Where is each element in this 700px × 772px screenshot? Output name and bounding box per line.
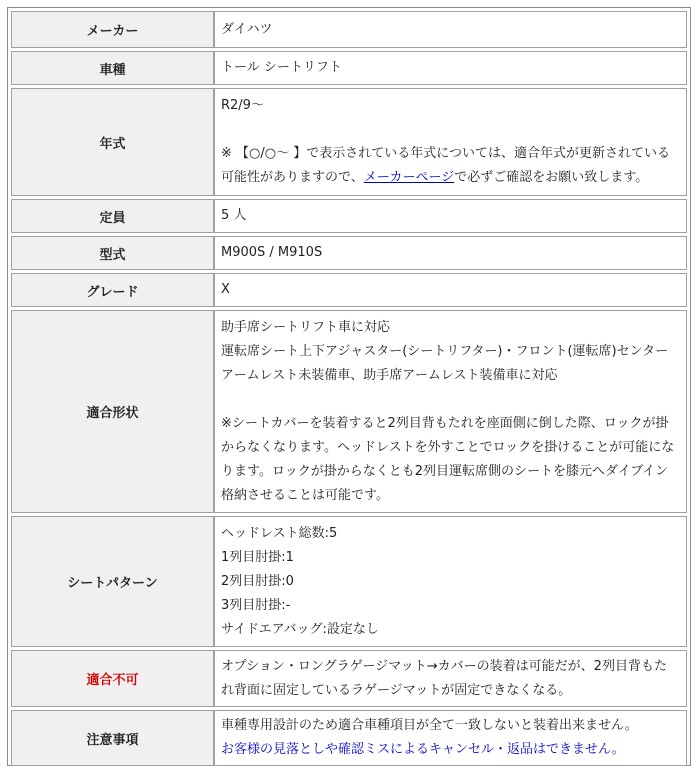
value-maker: ダイハツ <box>214 11 687 48</box>
value-type: M900S / M910S <box>214 236 687 270</box>
fit-line: 運転席シート上下アジャスター(シートリフター)・フロント(運転席)センター <box>221 343 669 359</box>
label-grade: グレード <box>11 273 214 307</box>
year-value: R2/9～ <box>221 98 264 113</box>
pattern-line: 1列目肘掛:1 <box>221 549 294 565</box>
notes-line2: お客様の見落としや確認ミスによるキャンセル・返品はできません。 <box>221 742 625 757</box>
row-grade <box>11 273 687 307</box>
fit-note-line: ※シートカバーを装着すると2列目背もたれを座面側に倒した際、ロックが掛 <box>221 415 669 431</box>
row-fit <box>11 310 687 513</box>
value-model: トール シートリフト <box>214 51 687 85</box>
value-fit <box>214 310 687 513</box>
value-incompatible <box>214 650 687 707</box>
row-year <box>11 88 687 196</box>
year-note-after: で必ずご確認をお願い致します。 <box>454 170 649 185</box>
row-notes <box>11 710 687 766</box>
fit-line: 助手席シートリフト車に対応 <box>221 319 391 335</box>
fit-note-line: ります。ロックが掛からなくとも2列目運転席側のシートを膝元へダイブイン <box>221 463 669 479</box>
label-year: 年式 <box>11 88 214 196</box>
row-maker <box>11 11 687 48</box>
value-grade: X <box>214 273 687 307</box>
spec-panel <box>7 7 691 766</box>
label-pattern: シートパターン <box>11 516 214 647</box>
year-note-line1: ※ 【○/○～ 】で表示されている年式については、適合年式が更新されている <box>221 146 670 161</box>
label-fit: 適合形状 <box>11 310 214 513</box>
fit-note-line: 格納させることは可能です。 <box>221 487 389 503</box>
pattern-line: ヘッドレスト総数:5 <box>221 525 338 541</box>
value-year <box>214 88 687 196</box>
pattern-line: サイドエアバッグ:設定なし <box>221 621 379 637</box>
fit-note-line: からなくなります。ヘッドレストを外すことでロックを掛けることが可能にな <box>221 439 675 455</box>
spec-table <box>11 8 687 769</box>
row-type <box>11 236 687 270</box>
row-model <box>11 51 687 85</box>
label-model: 車種 <box>11 51 214 85</box>
notes-line1: 車種専用設計のため適合車種項目が全て一致しないと装着出来ません。 <box>221 718 638 733</box>
row-incompatible <box>11 650 687 707</box>
label-capacity: 定員 <box>11 199 214 233</box>
year-note-line2 <box>221 166 686 190</box>
row-pattern <box>11 516 687 647</box>
incompatible-line: オプション・ロングラゲージマット→カバーの装着は可能だが、2列目背もた <box>221 658 667 674</box>
label-notes: 注意事項 <box>11 710 214 766</box>
maker-page-link[interactable]: メーカーページ <box>363 170 455 185</box>
label-type: 型式 <box>11 236 214 270</box>
row-capacity <box>11 199 687 233</box>
pattern-line: 3列目肘掛:- <box>221 597 291 613</box>
value-pattern <box>214 516 687 647</box>
label-incompatible: 適合不可 <box>11 650 214 707</box>
fit-line: アームレスト未装備車、助手席アームレスト装備車に対応 <box>221 367 558 383</box>
pattern-line: 2列目肘掛:0 <box>221 573 294 589</box>
value-notes <box>214 710 687 766</box>
value-capacity: 5 人 <box>214 199 687 233</box>
label-maker: メーカー <box>11 11 214 48</box>
year-note-text: 可能性がありますので、 <box>221 170 364 185</box>
incompatible-line: れ背面に固定しているラゲージマットが固定できなくなる。 <box>221 682 572 698</box>
